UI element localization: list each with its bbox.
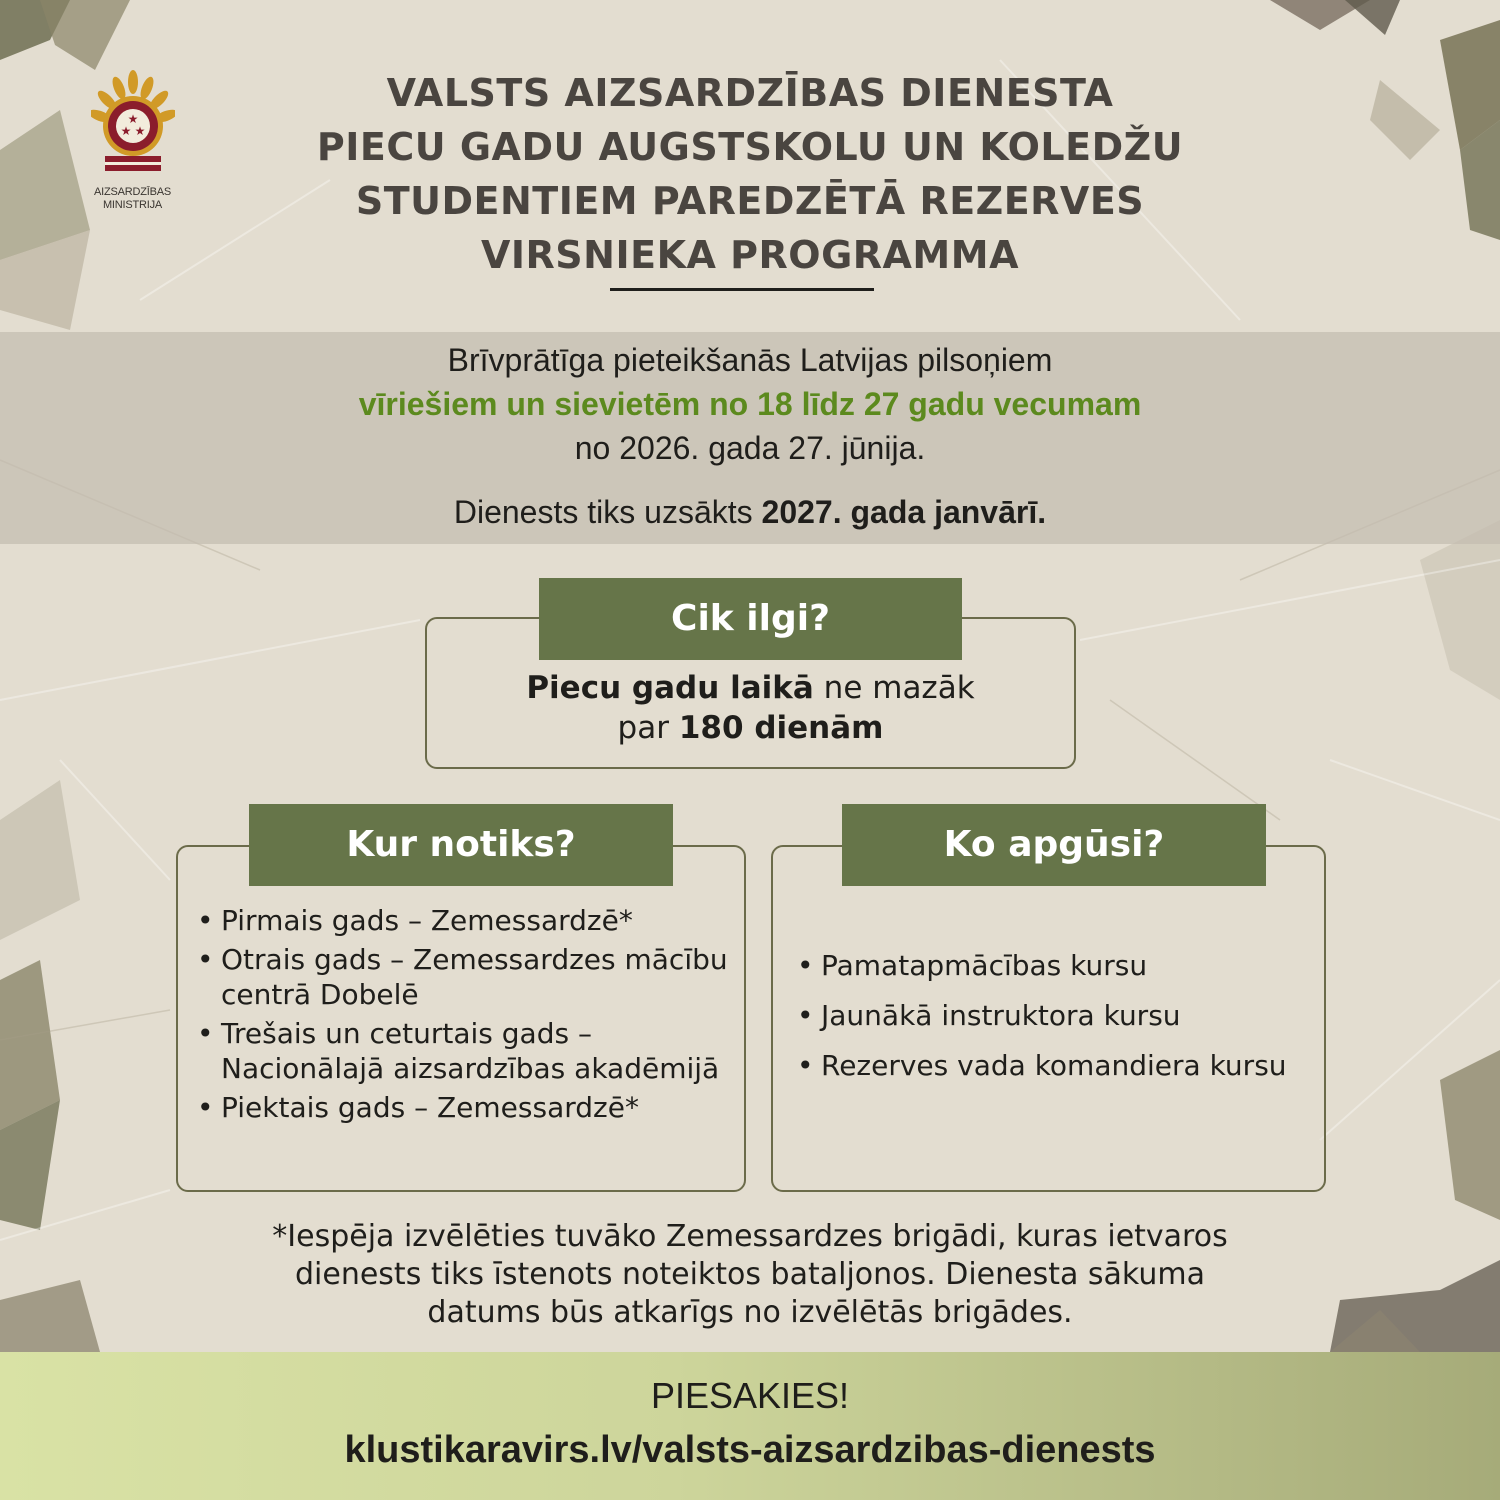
title-line-4: VIRSNIEKA PROGRAMMA <box>481 233 1019 277</box>
learn-heading: Ko apgūsi? <box>842 804 1266 886</box>
svg-text:★: ★ <box>134 124 145 138</box>
service-start <box>0 490 1500 534</box>
title-line-3: STUDENTIEM PAREDZĒTĀ REZERVES <box>355 179 1145 223</box>
title-divider <box>610 288 874 291</box>
footnote-line-1: *Iespēja izvēlēties tuvāko Zemessardzes brigādi, kuras ietvaros <box>272 1219 1228 1254</box>
title-line-1: VALSTS AIZSARDZĪBAS DIENESTA <box>386 71 1114 115</box>
website-link[interactable]: klustikaravirs.lv/valsts-aizsardzibas-dienests <box>344 1429 1156 1471</box>
location-heading: Kur notiks? <box>249 804 673 886</box>
learn-item-3: • Rezerves vada komandiera kursu <box>797 1048 1317 1083</box>
intro-line-1: Brīvprātīga pieteikšanās Latvijas pilsoņiem <box>447 342 1053 378</box>
location-item-1: • Pirmais gads – Zemessardzē* <box>197 903 737 938</box>
title-line-2: PIECU GADU AUGSTSKOLU UN KOLEDŽU <box>316 125 1184 169</box>
page-title <box>150 66 1350 282</box>
footnote <box>60 1218 1440 1332</box>
duration-days: 180 dienām <box>678 710 884 746</box>
svg-text:★: ★ <box>120 124 131 138</box>
intro-eligibility: vīriešiem un sievietēm no 18 līdz 27 gadu vecumam <box>358 386 1142 422</box>
duration-part1: Piecu gadu laikā <box>526 670 814 706</box>
intro-date: no 2026. gada 27. jūnija. <box>574 430 926 466</box>
location-item-3: • Trešais un ceturtais gads – Nacionālajā aizsardzības akadēmijā <box>197 1016 737 1086</box>
learn-item-1: • Pamatapmācības kursu <box>797 948 1317 983</box>
learn-list <box>797 948 1317 1098</box>
duration-part3: par <box>617 710 679 746</box>
logo-caption-line2: MINISTRIJA <box>102 199 163 211</box>
logo-caption-line1: AIZSARDZĪBAS <box>93 186 172 198</box>
service-start-date: 2027. gada janvārī. <box>761 494 1047 530</box>
svg-text:★: ★ <box>127 112 138 126</box>
location-item-4: • Piektais gads – Zemessardzē* <box>197 1090 737 1125</box>
learn-item-2: • Jaunākā instruktora kursu <box>797 998 1317 1033</box>
duration-heading: Cik ilgi? <box>539 578 962 660</box>
footnote-line-3: datums būs atkarīgs no izvēlētās brigādes. <box>427 1295 1073 1330</box>
location-list <box>197 903 737 1129</box>
intro-text <box>0 338 1500 470</box>
apply-cta: PIESAKIES! <box>650 1375 850 1416</box>
service-start-prefix: Dienests tiks uzsākts <box>453 494 762 530</box>
location-item-2: • Otrais gads – Zemessardzes mācību centrā Dobelē <box>197 942 737 1012</box>
duration-part2: ne mazāk <box>813 670 975 706</box>
footnote-line-2: dienests tiks īstenots noteiktos bataljonos. Dienesta sākuma <box>295 1257 1205 1292</box>
duration-text <box>425 668 1076 748</box>
